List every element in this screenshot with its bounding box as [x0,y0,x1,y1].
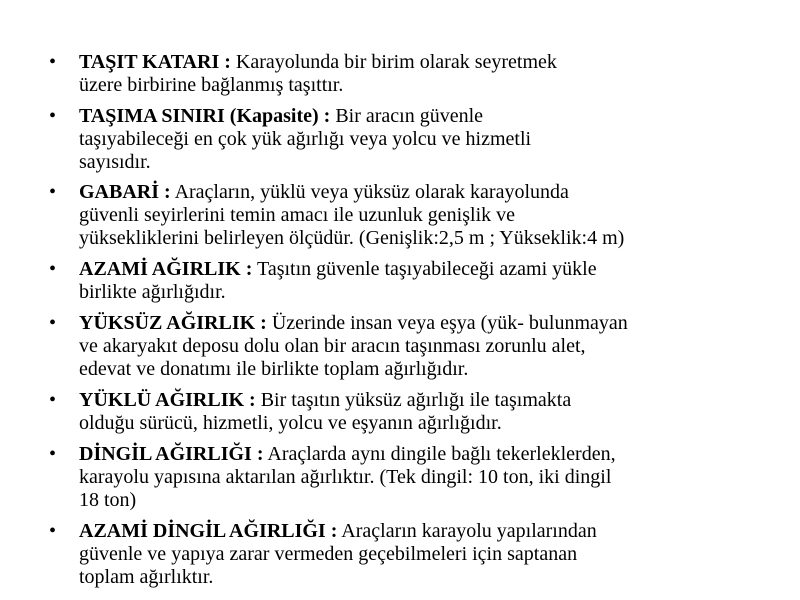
list-item-gabari [44,181,760,250]
bullet-icon: • [49,51,57,73]
definition-line: Araçların karayolu yapılarından [341,520,597,542]
definition-line: edevat ve donatımı ile birlikte toplam ağırlığıdır. [79,358,469,380]
term-label: YÜKLÜ AĞIRLIK : [79,389,256,411]
list-item-dingil-agirligi [44,443,760,512]
definition-line: 18 ton) [79,489,137,511]
definition-line: birlikte ağırlığıdır. [79,281,226,303]
definition-line: Karayolunda bir birim olarak seyretmek [235,51,557,73]
definition-line: Taşıtın güvenle taşıyabileceği azami yükle [257,258,597,280]
list-item-tasit-katari [44,51,760,97]
bullet-icon: • [49,312,57,334]
definition-line: yüksekliklerini belirleyen ölçüdür. (Genişlik:2,5 m ; Yükseklik:4 m) [79,227,625,249]
list-item-yuksuz-agirlik [44,312,760,381]
definition-line: Araçlarda aynı dingile bağlı tekerleklerden, [267,443,616,465]
term-label: AZAMİ AĞIRLIK : [79,258,253,280]
definition-line: Üzerinde insan veya eşya (yük- bulunmayan [271,312,628,334]
definition-line: Bir aracın güvenle [335,105,484,127]
bullet-icon: • [49,181,57,203]
definition-line: ve akaryakıt deposu dolu olan bir aracın taşınması zorunlu alet, [79,335,586,357]
term-label: GABARİ : [79,181,171,203]
definition-line: Araçların, yüklü veya yüksüz olarak karayolunda [174,181,569,203]
bullet-icon: • [49,389,57,411]
definition-line: güvenle ve yapıya zarar vermeden geçebilmeleri için saptanan [79,543,578,565]
definition-line: sayısıdır. [79,151,151,173]
definition-line: güvenli seyirlerini temin amacı ile uzunluk genişlik ve [79,204,515,226]
term-label: DİNGİL AĞIRLIĞI : [79,443,264,465]
term-label: AZAMİ DİNGİL AĞIRLIĞI : [79,520,338,542]
definition-line: toplam ağırlıktır. [79,566,214,588]
term-label: TAŞIT KATARI : [79,51,231,73]
term-label: TAŞIMA SINIRI (Kapasite) : [79,105,331,127]
definition-line: olduğu sürücü, hizmetli, yolcu ve eşyanın ağırlığıdır. [79,412,502,434]
term-label: YÜKSÜZ AĞIRLIK : [79,312,267,334]
definition-line: karayolu yapısına aktarılan ağırlıktır. (Tek dingil: 10 ton, iki dingil [79,466,612,488]
list-item-yuklu-agirlik [44,389,760,435]
list-item-azami-dingil-agirligi [44,520,760,589]
definition-list [44,51,760,597]
definition-line: üzere birbirine bağlanmış taşıttır. [79,74,344,96]
list-item-tasima-siniri [44,105,760,174]
list-item-azami-agirlik [44,258,760,304]
bullet-icon: • [49,520,57,542]
definition-line: Bir taşıtın yüksüz ağırlığı ile taşımakta [260,389,572,411]
definition-line: taşıyabileceği en çok yük ağırlığı veya yolcu ve hizmetli [79,128,532,150]
bullet-icon: • [49,443,57,465]
bullet-icon: • [49,105,57,127]
bullet-icon: • [49,258,57,280]
